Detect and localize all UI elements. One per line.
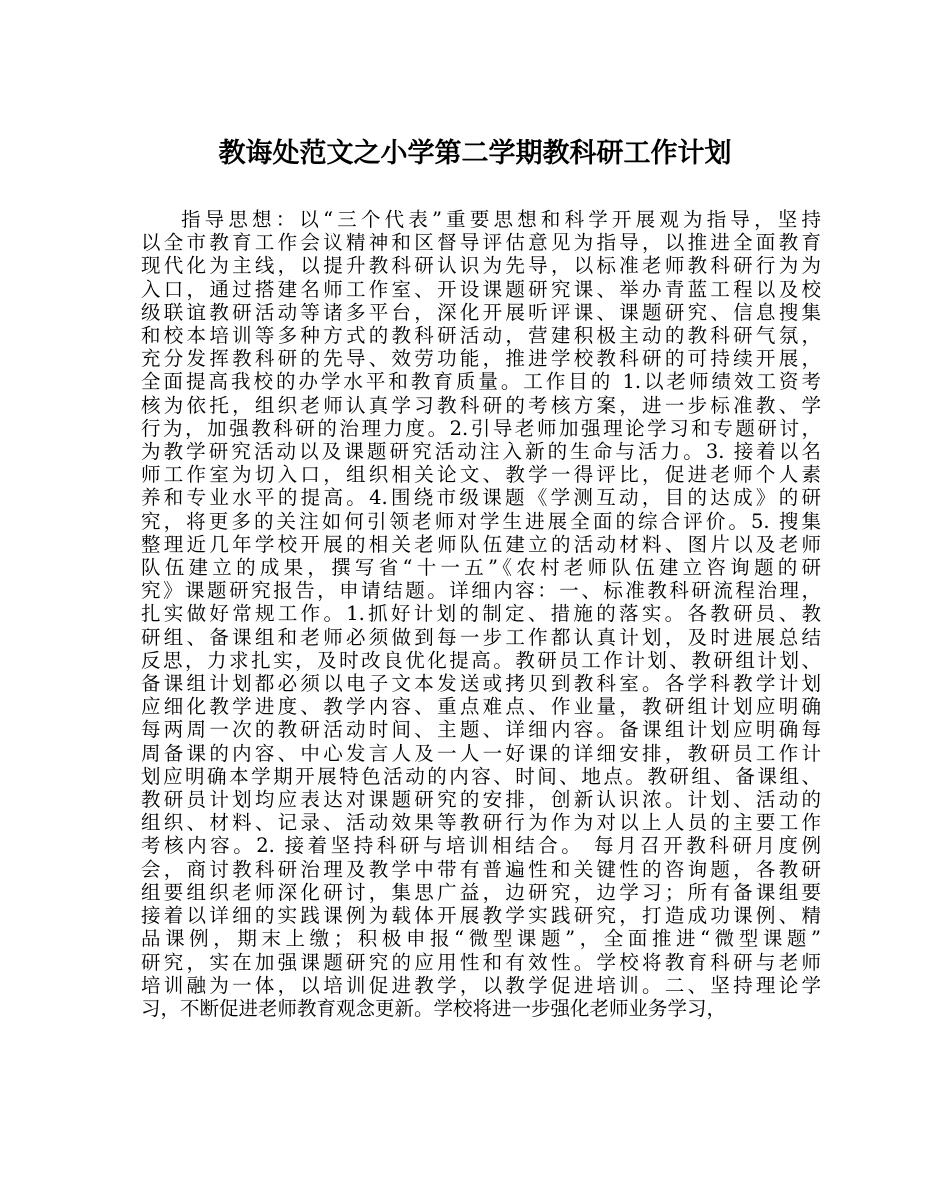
body-line: 品课例，期末上缴；积极申报“微型课题”，全面推进“微型课题” xyxy=(141,927,821,951)
body-line: 以全市教育工作会议精神和区督导评估意见为指导，以推进全面教育 xyxy=(141,231,821,255)
body-line: 行为，加强教科研的治理力度。2.引导老师加强理论学习和专题研讨， xyxy=(141,416,821,440)
body-line: 研组、备课组和老师必须做到每一步工作都认真计划，及时进展总结 xyxy=(141,625,821,649)
document-title: 教诲处范文之小学第二学期教科研工作计划 xyxy=(218,138,732,169)
body-line: 现代化为主线，以提升教科研认识为先导，以标准老师教科研行为为 xyxy=(141,254,821,278)
body-line: 和校本培训等多种方式的教科研活动，营建积极主动的教科研气氛， xyxy=(141,324,821,348)
body-line: 整理近几年学校开展的相关老师队伍建立的活动材料、图片以及老师 xyxy=(141,532,821,556)
body-line: 习，不断促进老师教育观念更新。学校将进一步强化老师业务学习， xyxy=(141,996,727,1020)
body-line: 周备课的内容、中心发言人及一人一好课的详细安排，教研员工作计 xyxy=(141,741,821,765)
body-line: 每两周一次的教研活动时间、主题、详细内容。备课组计划应明确每 xyxy=(141,718,821,742)
body-line: 指导思想：以“三个代表”重要思想和科学开展观为指导，坚持 xyxy=(181,208,821,231)
body-line: 养和专业水平的提高。4.围绕市级课题《学测互动，目的达成》的研 xyxy=(141,486,821,510)
body-line: 核为依托，组织老师认真学习教科研的考核方案，进一步标准教、学 xyxy=(141,393,821,417)
body-line: 会，商讨教科研治理及教学中带有普遍性和关键性的咨询题，各教研 xyxy=(141,857,821,881)
body-line: 扎实做好常规工作。1.抓好计划的制定、措施的落实。各教研员、教 xyxy=(141,602,821,626)
body-line: 组要组织老师深化研讨，集思广益，边研究，边学习；所有备课组要 xyxy=(141,880,821,904)
body-line: 为教学研究活动以及课题研究活动注入新的生命与活力。3. 接着以名 xyxy=(141,440,821,464)
body-line: 充分发挥教科研的先导、效劳功能，推进学校教科研的可持续开展， xyxy=(141,347,821,371)
body-line: 研究，实在加强课题研究的应用性和有效性。学校将教育科研与老师 xyxy=(141,950,821,974)
body-line: 队伍建立的成果，撰写省“十一五”《农村老师队伍建立咨询题的研 xyxy=(141,556,821,580)
body-line: 培训融为一体，以培训促进教学，以教学促进培训。二、坚持理论学 xyxy=(141,973,821,997)
body-line: 究，将更多的关注如何引领老师对学生进展全面的综合评价。5. 搜集 xyxy=(141,509,821,533)
body-line: 师工作室为切入口，组织相关论文、教学一得评比，促进老师个人素 xyxy=(141,463,821,487)
body-line: 应细化教学进度、教学内容、重点难点、作业量，教研组计划应明确 xyxy=(141,695,821,719)
body-line: 组织、材料、记录、活动效果等教研行为作为对以上人员的主要工作 xyxy=(141,811,821,835)
body-line: 教研员计划均应表达对课题研究的安排，创新认识浓。计划、活动的 xyxy=(141,788,821,812)
body-line: 考核内容。2. 接着坚持科研与培训相结合。 每月召开教科研月度例 xyxy=(141,834,821,858)
body-line: 究》课题研究报告，申请结题。详细内容：一、标准教科研流程治理， xyxy=(141,579,821,603)
body-line: 备课组计划都必须以电子文本发送或拷贝到教科室。各学科教学计划 xyxy=(141,672,821,696)
body-line: 级联谊教研活动等诸多平台，深化开展听评课、课题研究、信息搜集 xyxy=(141,300,821,324)
body-line: 反思，力求扎实，及时改良优化提高。教研员工作计划、教研组计划、 xyxy=(141,648,821,672)
body-line: 入口，通过搭建名师工作室、开设课题研究课、举办青蓝工程以及校 xyxy=(141,277,821,301)
document-body xyxy=(141,208,821,1020)
body-line: 全面提高我校的办学水平和教育质量。工作目的 1.以老师绩效工资考 xyxy=(141,370,821,394)
body-line: 划应明确本学期开展特色活动的内容、时间、地点。教研组、备课组、 xyxy=(141,764,821,788)
body-line: 接着以详细的实践课例为载体开展教学实践研究，打造成功课例、精 xyxy=(141,904,821,928)
